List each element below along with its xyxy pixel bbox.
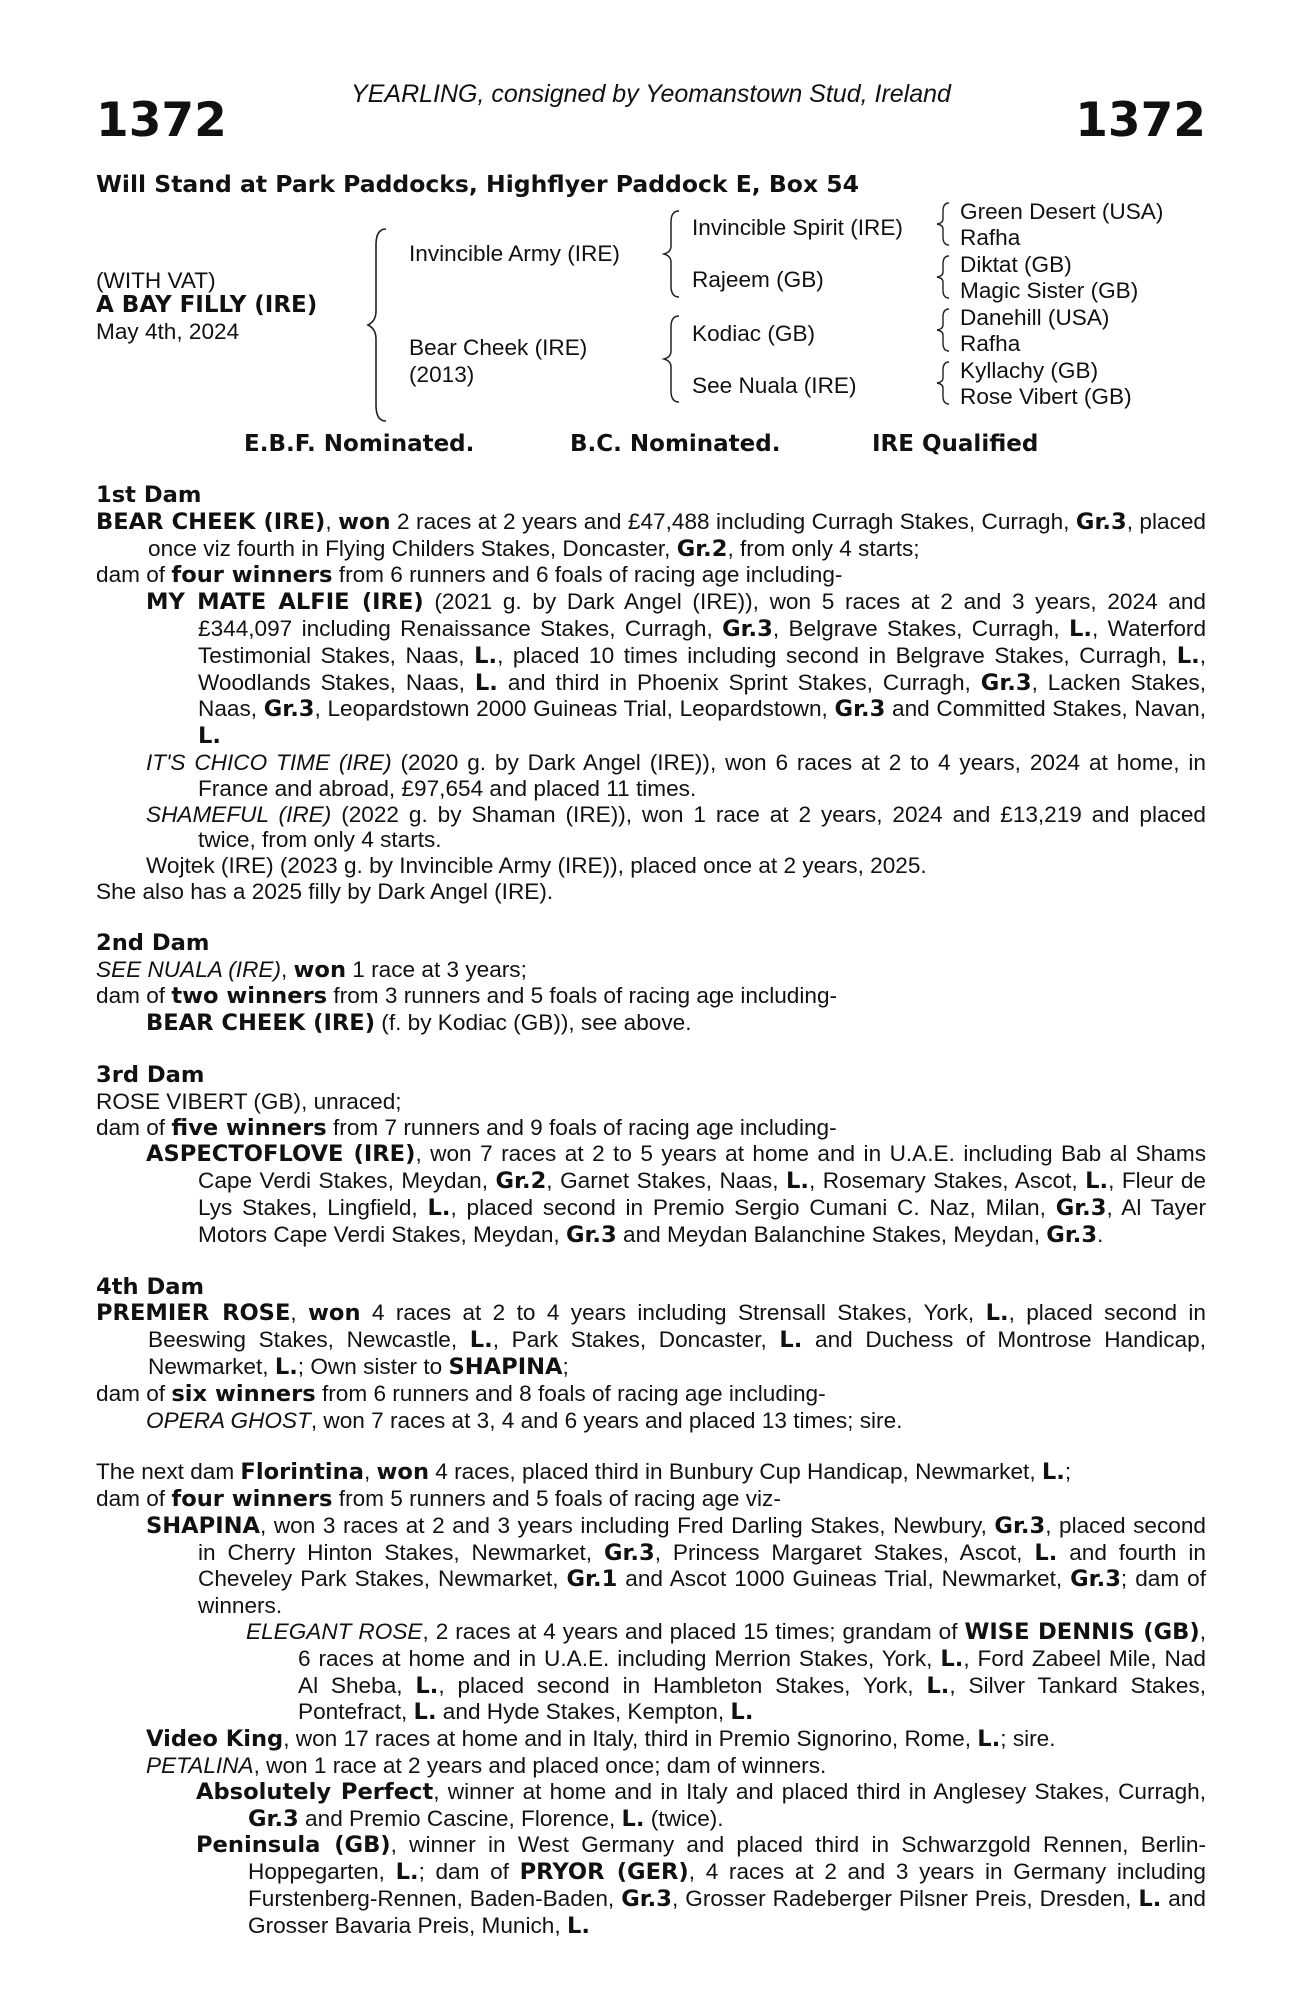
dam4-record: PREMIER ROSE, won 4 races at 2 to 4 years including Strensall Stakes, York, L., placed second in Beeswing Stakes, Newcastle, L., Park Stakes, Doncaster, L. and Duchess of Montrose Handicap, Newmarket, L.; Own sister to SHAPINA; bbox=[96, 1300, 1206, 1380]
subject-dob: May 4th, 2024 bbox=[96, 319, 240, 344]
bc-nominated: B.C. Nominated. bbox=[570, 431, 781, 457]
ped-dss: Danehill (USA) bbox=[960, 305, 1110, 330]
brace-main bbox=[364, 225, 394, 425]
dam1-progeny-wojtek: Wojtek (IRE) (2023 g. by Invincible Army (IRE)), placed once at 2 years, 2025. bbox=[146, 853, 927, 879]
brace-dam bbox=[661, 313, 685, 405]
dam2-progeny-bear-cheek: BEAR CHEEK (IRE) (f. by Kodiac (GB)), see above. bbox=[146, 1010, 692, 1037]
pedigree-table bbox=[96, 199, 1206, 425]
subject-name: A BAY FILLY (IRE) bbox=[96, 292, 318, 318]
progeny-shapina: SHAPINA, won 3 races at 2 and 3 years including Fred Darling Stakes, Newbury, Gr.3, placed second in Cherry Hinton Stakes, Newmarket, Gr.3, Princess Margaret Stakes, Ascot, L. and fourth in Cheveley Park Stakes, Newmarket, Gr.1 and Ascot 1000 Guineas Trial, Newmarket, Gr.3; dam of winners. bbox=[146, 1512, 1207, 1619]
ped-sss: Green Desert (USA) bbox=[960, 199, 1164, 224]
section-heading-1st-dam: 1st Dam bbox=[96, 482, 202, 508]
progeny-video-king: Video King, won 17 races at home and in Italy, third in Premio Signorino, Rome, L.; sire. bbox=[146, 1726, 1056, 1753]
dam1-progeny-my-mate-alfie: MY MATE ALFIE (IRE) (2021 g. by Dark Angel (IRE)), won 5 races at 2 and 3 years, 2024 and £344,097 including Renaissance Stakes, Curragh, Gr.3, Belgrave Stakes, Curragh, L., Waterford Testimonial Stakes, Naas, L., placed 10 times including second in Belgrave Stakes, Curragh, L., Woodlands Stakes, Naas, L. and third in Phoenix Sprint Stakes, Curragh, Gr.3, Lacken Stakes, Naas, Gr.3, Leopardstown 2000 Guineas Trial, Leopardstown, Gr.3 and Committed Stakes, Navan, L. bbox=[146, 589, 1207, 750]
catalogue-body bbox=[96, 483, 1206, 1940]
dam2-produce-line: dam of two winners from 3 runners and 5 foals of racing age including- bbox=[96, 983, 838, 1010]
section-heading-2nd-dam: 2nd Dam bbox=[96, 929, 210, 956]
progeny-peninsula: Peninsula (GB), winner in West Germany and placed third in Schwarzgold Rennen, Berlin-Hoppegarten, L.; dam of PRYOR (GER), 4 races at 2 and 3 years in Germany including Furstenberg-Rennen, Baden-Baden, Gr.3, Grosser Radeberger Pilsner Preis, Dresden, L. and Grosser Bavaria Preis, Munich, L. bbox=[196, 1832, 1207, 1939]
dam2-record: SEE NUALA (IRE), won 1 race at 3 years; bbox=[96, 956, 527, 983]
dam: Bear Cheek (IRE) bbox=[409, 335, 588, 360]
sire: Invincible Army (IRE) bbox=[409, 241, 620, 266]
lot-number-left: 1372 bbox=[96, 93, 227, 148]
brace-sire bbox=[661, 208, 685, 300]
lot-number-right: 1372 bbox=[1075, 93, 1206, 148]
sire-dam: Rajeem (GB) bbox=[692, 267, 824, 292]
dam1-produce-line: dam of four winners from 6 runners and 6 foals of racing age including- bbox=[96, 562, 843, 589]
vat-label: (WITH VAT) bbox=[96, 268, 216, 293]
ped-sds: Diktat (GB) bbox=[960, 252, 1072, 277]
dam3-record: ROSE VIBERT (GB), unraced; bbox=[96, 1088, 402, 1114]
ebf-nominated: E.B.F. Nominated. bbox=[244, 431, 475, 457]
ped-sdd: Magic Sister (GB) bbox=[960, 278, 1139, 303]
dam1-note: She also has a 2025 filly by Dark Angel (IRE). bbox=[96, 878, 554, 904]
section-heading-3rd-dam: 3rd Dam bbox=[96, 1061, 205, 1088]
dam3-progeny-aspectoflove: ASPECTOFLOVE (IRE), won 7 races at 2 to 5 years at home and in U.A.E. including Bab al Shams Cape Verdi Stakes, Meydan, Gr.2, Garnet Stakes, Naas, L., Rosemary Stakes, Ascot, L., Fleur de Lys Stakes, Lingfield, L., placed second in Premio Sergio Cumani C. Naz, Milan, Gr.3, Al Tayer Motors Cape Verdi Stakes, Meydan, Gr.3 and Meydan Balanchine Stakes, Meydan, Gr.3. bbox=[146, 1141, 1207, 1248]
ped-ssd: Rafha bbox=[960, 225, 1021, 250]
section-heading-4th-dam: 4th Dam bbox=[96, 1273, 205, 1300]
progeny-petalina: PETALINA, won 1 race at 2 years and placed once; dam of winners. bbox=[146, 1753, 827, 1779]
sire-sire: Invincible Spirit (IRE) bbox=[692, 215, 903, 240]
ped-dds: Kyllachy (GB) bbox=[960, 358, 1099, 383]
consignment-line: YEARLING, consigned by Yeomanstown Stud, Ireland bbox=[351, 80, 951, 108]
dam1-progeny-its-chico-time: IT'S CHICO TIME (IRE) (2020 g. by Dark Angel (IRE)), won 6 races at 2 to 4 years, 2024 at home, in France and abroad, £97,654 and placed 11 times. bbox=[146, 749, 1207, 801]
dam-dam: See Nuala (IRE) bbox=[692, 373, 857, 398]
brace-grand bbox=[934, 201, 954, 421]
dam4-progeny-opera-ghost: OPERA GHOST, won 7 races at 3, 4 and 6 years and placed 13 times; sire. bbox=[146, 1407, 903, 1433]
dam4-produce-line: dam of six winners from 6 runners and 8 foals of racing age including- bbox=[96, 1380, 826, 1407]
dam1-record: BEAR CHEEK (IRE), won 2 races at 2 years and £47,488 including Curragh Stakes, Curragh, Gr.3, placed once viz fourth in Flying Childers Stakes, Doncaster, Gr.2, from only 4 starts; bbox=[96, 508, 1206, 562]
dam1-progeny-shameful: SHAMEFUL (IRE) (2022 g. by Shaman (IRE)), won 1 race at 2 years, 2024 and £13,219 and placed twice, from only 4 starts. bbox=[146, 801, 1206, 853]
dam-sire: Kodiac (GB) bbox=[692, 321, 816, 346]
progeny-elegant-rose: ELEGANT ROSE, 2 races at 4 years and placed 15 times; grandam of WISE DENNIS (GB), 6 races at home and in U.A.E. including Merrion Stakes, York, L., Ford Zabeel Mile, Nad Al Sheba, L., placed second in Hambleton Stakes, York, L., Silver Tankard Stakes, Pontefract, L. and Hyde Stakes, Kempton, L. bbox=[246, 1619, 1206, 1726]
dam-year: (2013) bbox=[409, 362, 475, 387]
ire-qualified: IRE Qualified bbox=[872, 431, 1039, 457]
dam3-produce-line: dam of five winners from 7 runners and 9 foals of racing age including- bbox=[96, 1114, 837, 1141]
next-dam-record: The next dam Florintina, won 4 races, placed third in Bunbury Cup Handicap, Newmarket, L.; bbox=[96, 1459, 1072, 1486]
ped-dsd: Rafha bbox=[960, 331, 1021, 356]
ped-ddd: Rose Vibert (GB) bbox=[960, 384, 1132, 409]
next-dam-produce-line: dam of four winners from 5 runners and 5 foals of racing age viz- bbox=[96, 1486, 781, 1513]
progeny-absolutely-perfect: Absolutely Perfect, winner at home and in Italy and placed third in Anglesey Stakes, Curragh, Gr.3 and Premio Cascine, Florence, L. (twice). bbox=[196, 1778, 1206, 1832]
venue-line: Will Stand at Park Paddocks, Highflyer Paddock E, Box 54 bbox=[96, 170, 859, 198]
